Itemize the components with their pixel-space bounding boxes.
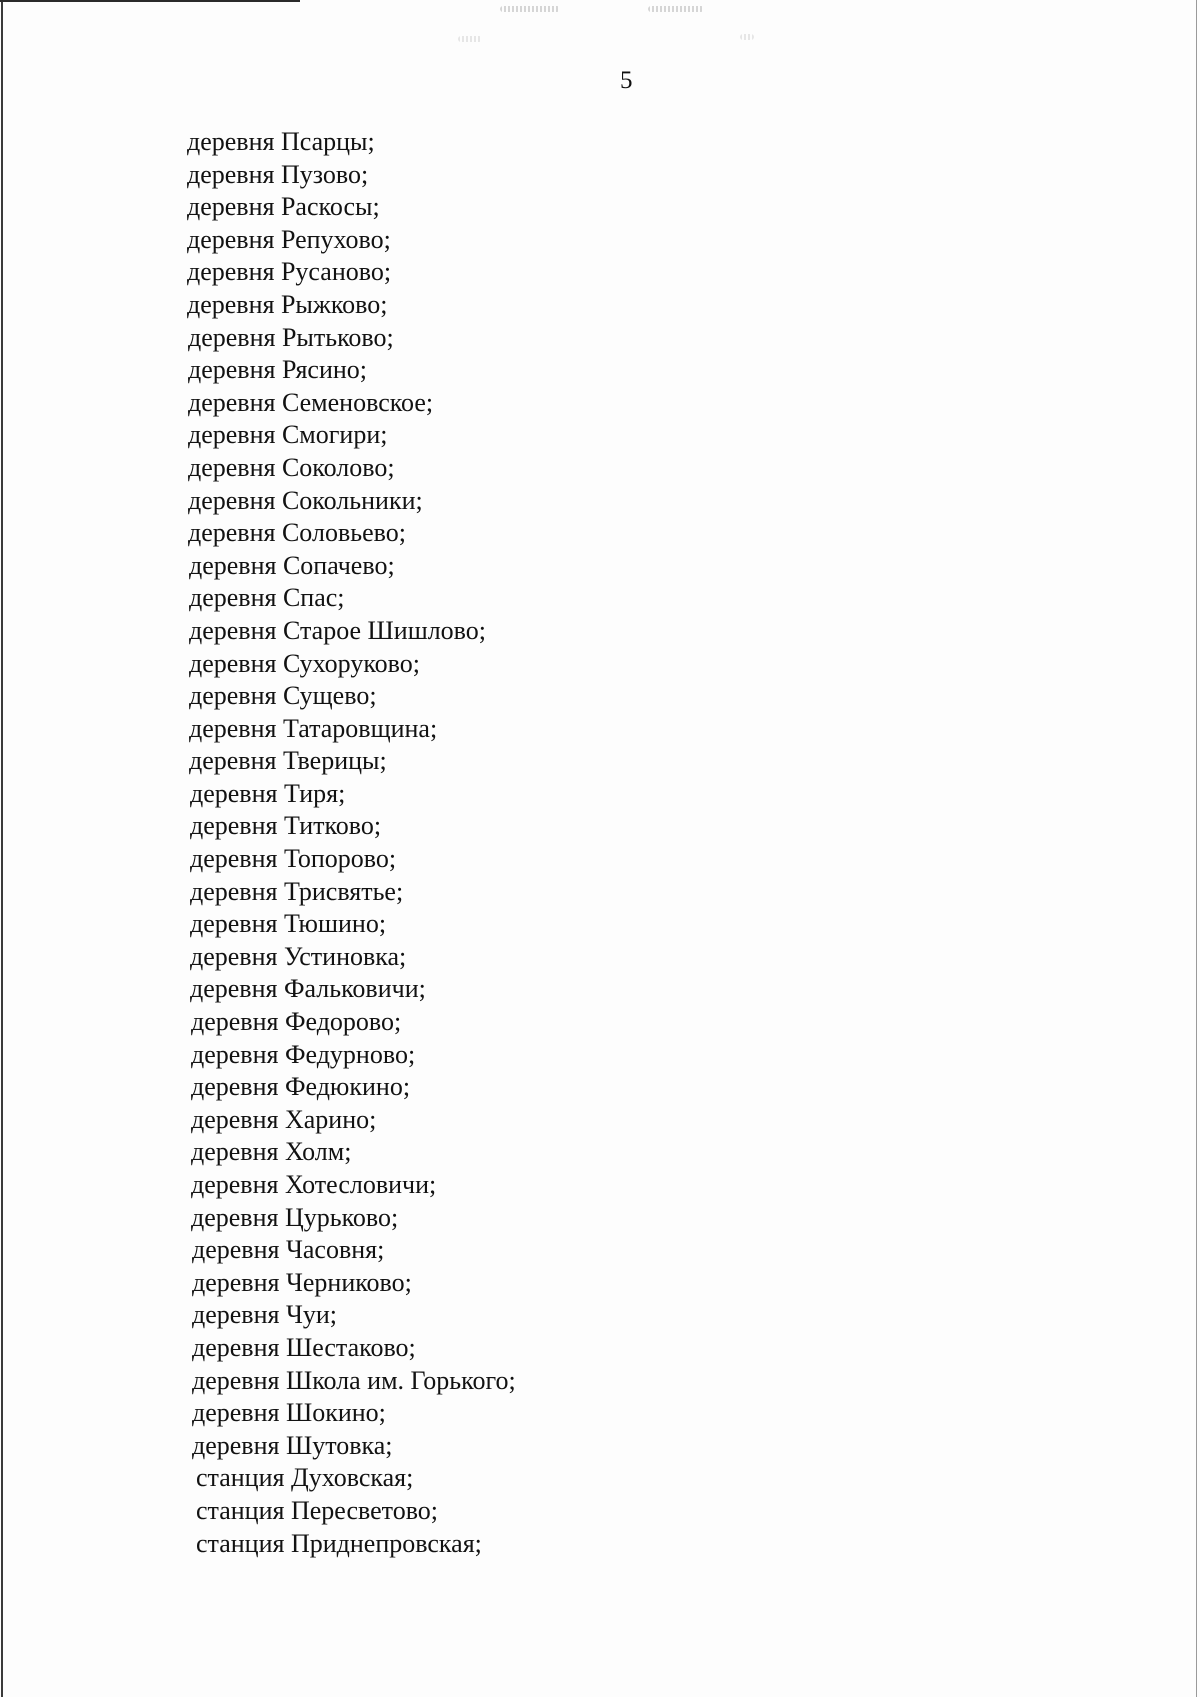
settlement-name: Харино; [284, 1104, 377, 1134]
settlement-name: Пузово; [280, 159, 369, 189]
list-item [187, 419, 516, 452]
settlement-type: деревня [189, 746, 277, 776]
list-item [187, 1462, 516, 1495]
settlement-name: Федурново; [284, 1039, 416, 1069]
settlement-name: Титково; [283, 811, 382, 841]
list-item [187, 354, 516, 387]
settlement-name: Федюкино; [284, 1072, 411, 1102]
settlement-name: Татаровщина; [282, 713, 438, 743]
list-item [187, 680, 516, 713]
list-item [187, 1495, 516, 1528]
settlement-type: деревня [190, 876, 278, 906]
settlement-name: Федорово; [284, 1007, 402, 1037]
settlement-type: станция [196, 1495, 285, 1525]
page-number: 5 [620, 67, 633, 94]
settlement-name: Соколово; [281, 452, 395, 482]
list-item [187, 843, 516, 876]
settlement-name: Сущево; [282, 681, 377, 711]
list-item [187, 1234, 516, 1267]
list-item [187, 778, 516, 811]
settlement-type: деревня [192, 1365, 280, 1395]
settlement-name: Спас; [282, 583, 345, 613]
list-item [187, 159, 516, 192]
settlement-name: Рясино; [281, 355, 367, 385]
list-item [187, 1299, 516, 1332]
list-item [187, 908, 516, 941]
settlement-list [187, 126, 516, 1560]
list-item [187, 485, 516, 518]
settlement-name: Холм; [284, 1137, 352, 1167]
scan-edge-right [1196, 0, 1197, 1697]
list-item [187, 1528, 516, 1561]
settlement-type: деревня [191, 1072, 279, 1102]
list-item [187, 1071, 516, 1104]
settlement-type: деревня [188, 452, 276, 482]
settlement-type: деревня [187, 257, 275, 287]
settlement-name: Шестаково; [285, 1332, 416, 1362]
settlement-name: Русаново; [280, 257, 392, 287]
settlement-type: деревня [192, 1235, 280, 1265]
settlement-type: станция [196, 1528, 285, 1558]
settlement-name: Топорово; [283, 844, 397, 874]
list-item [187, 1169, 516, 1202]
scan-edge-left [1, 0, 3, 1697]
list-item [187, 1365, 516, 1398]
settlement-type: деревня [187, 127, 275, 156]
settlement-name: Пересветово; [290, 1495, 439, 1525]
settlement-name: Шокино; [285, 1398, 386, 1428]
settlement-type: деревня [187, 159, 275, 189]
settlement-type: станция [196, 1463, 285, 1493]
settlement-name: Тиря; [283, 778, 346, 808]
list-item [187, 126, 516, 159]
settlement-type: деревня [187, 224, 275, 254]
settlement-type: деревня [190, 909, 278, 939]
settlement-type: деревня [189, 681, 277, 711]
settlement-type: деревня [191, 1137, 279, 1167]
settlement-type: деревня [191, 1039, 279, 1069]
settlement-type: деревня [187, 289, 275, 319]
settlement-name: Шутовка; [285, 1430, 393, 1460]
settlement-name: Хотесловичи; [284, 1170, 437, 1199]
settlement-name: Рытьково; [281, 322, 394, 352]
settlement-type: деревня [191, 1104, 279, 1134]
settlement-name: Цурьково; [284, 1202, 399, 1232]
list-item [187, 224, 516, 257]
settlement-type: деревня [188, 322, 276, 352]
settlement-name: Духовская; [290, 1463, 414, 1493]
scan-artifact [500, 6, 560, 12]
list-item [187, 1039, 516, 1072]
list-item [187, 810, 516, 843]
list-item [187, 289, 516, 322]
settlement-type: деревня [189, 615, 277, 645]
settlement-name: Раскосы; [280, 192, 380, 222]
scan-artifact [648, 6, 704, 12]
settlement-name: Школа им. Горького; [285, 1365, 516, 1395]
list-item [187, 876, 516, 909]
settlement-type: деревня [188, 387, 276, 417]
settlement-type: деревня [190, 941, 278, 971]
list-item [187, 615, 516, 648]
list-item [187, 582, 516, 615]
settlement-type: деревня [191, 1170, 279, 1199]
list-item [187, 1332, 516, 1365]
settlement-name: Фальковичи; [283, 974, 426, 1004]
settlement-type: деревня [189, 648, 277, 678]
settlement-name: Тюшино; [283, 909, 387, 939]
settlement-name: Черниково; [285, 1267, 412, 1297]
settlement-type: деревня [189, 583, 277, 613]
settlement-type: деревня [188, 518, 276, 548]
settlement-name: Сокольники; [281, 485, 423, 515]
list-item [187, 517, 516, 550]
scan-artifact [458, 36, 482, 42]
settlement-type: деревня [191, 1007, 279, 1037]
settlement-name: Трисвятье; [283, 876, 404, 906]
settlement-name: Сопачево; [282, 550, 395, 580]
settlement-name: Часовня; [285, 1235, 385, 1265]
list-item [187, 1136, 516, 1169]
settlement-type: деревня [190, 844, 278, 874]
settlement-type: деревня [188, 485, 276, 515]
list-item [187, 191, 516, 224]
list-item [187, 1430, 516, 1463]
settlement-type: деревня [192, 1332, 280, 1362]
settlement-name: Псарцы; [280, 127, 375, 156]
settlement-name: Старое Шишлово; [282, 615, 487, 645]
settlement-name: Репухово; [280, 224, 391, 254]
settlement-name: Тверицы; [282, 746, 387, 776]
list-item [187, 256, 516, 289]
scan-artifact [740, 34, 754, 40]
settlement-type: деревня [189, 713, 277, 743]
settlement-name: Чуи; [285, 1300, 338, 1330]
settlement-type: деревня [187, 192, 275, 222]
settlement-type: деревня [190, 811, 278, 841]
settlement-name: Соловьево; [281, 518, 406, 548]
settlement-type: деревня [192, 1300, 280, 1330]
list-item [187, 1397, 516, 1430]
list-item [187, 713, 516, 746]
scan-edge-top [0, 0, 300, 2]
settlement-type: деревня [191, 1202, 279, 1232]
list-item [187, 1006, 516, 1039]
list-item [187, 452, 516, 485]
settlement-name: Сухоруково; [282, 648, 420, 678]
list-item [187, 941, 516, 974]
list-item [187, 1267, 516, 1300]
settlement-name: Приднепровская; [290, 1528, 482, 1558]
settlement-type: деревня [188, 420, 276, 450]
settlement-name: Смогири; [281, 420, 388, 450]
list-item [187, 322, 516, 355]
settlement-type: деревня [189, 550, 277, 580]
settlement-type: деревня [192, 1267, 280, 1297]
settlement-type: деревня [192, 1430, 280, 1460]
settlement-type: деревня [192, 1398, 280, 1428]
list-item [187, 1104, 516, 1137]
list-item [187, 745, 516, 778]
list-item [187, 387, 516, 420]
list-item [187, 1202, 516, 1235]
list-item [187, 973, 516, 1006]
list-item [187, 550, 516, 583]
settlement-type: деревня [190, 778, 278, 808]
list-item [187, 648, 516, 681]
settlement-name: Семеновское; [281, 387, 434, 417]
settlement-type: деревня [190, 974, 278, 1004]
settlement-name: Устиновка; [283, 941, 407, 971]
settlement-type: деревня [188, 355, 276, 385]
settlement-name: Рыжково; [280, 289, 388, 319]
